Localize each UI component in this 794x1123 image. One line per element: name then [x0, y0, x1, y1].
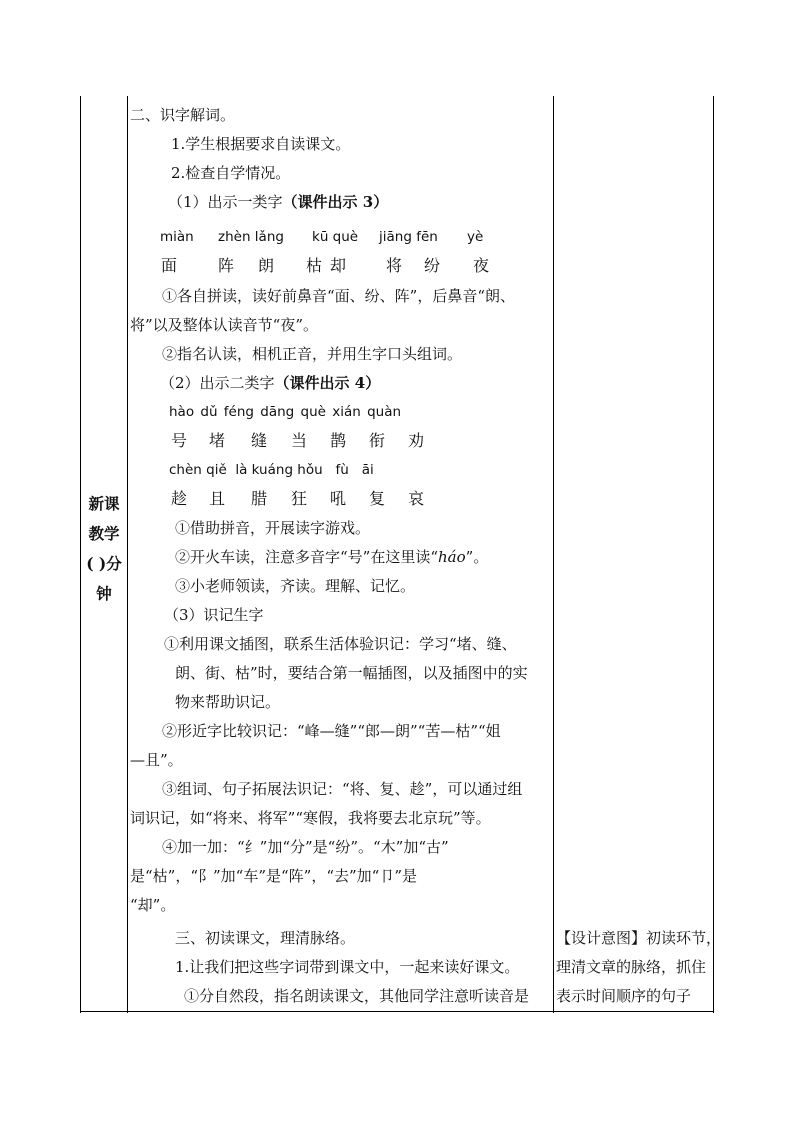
method4-line1: ④加一加：“纟”加“分”是“纷”。“木”加“古”: [162, 838, 449, 856]
group2-note3: ③小老师领读，齐读。理解、记忆。: [175, 577, 416, 595]
group1-note2: ②指名认读，相机正音，并用生字口头组词。: [162, 345, 463, 363]
char-ye: 夜: [473, 256, 490, 275]
design-intent-line2: 理清文章的脉络，抓住: [556, 958, 707, 976]
subsection-2-title: [160, 373, 380, 393]
method1-line1: ①利用课文插图，联系生活体验识记：学习“堵、缝、: [164, 635, 517, 653]
group2-note1: ①借助拼音，开展读字游戏。: [175, 519, 371, 537]
table-divider-2: [553, 96, 554, 1013]
char-hao: 号: [171, 431, 188, 450]
step-1: 1.学生根据要求自读课文。: [171, 135, 351, 153]
char-hou: 吼: [330, 489, 347, 508]
section-label-line: 教学: [88, 524, 120, 543]
char-chen: 趁: [171, 489, 188, 508]
group2-note2-pinyin: háo: [438, 548, 466, 566]
subsection-3-title: （3）识记生字: [164, 606, 264, 624]
method3-line1: ③组词、句子拓展法识记：“将、复、趁”，可以通过组: [162, 780, 523, 798]
char-la: 腊: [251, 489, 268, 508]
char-qie: 且: [209, 489, 226, 508]
method3-line2: 词识记，如“将来、将军”“寒假，我将要去北京玩”等。: [130, 809, 491, 827]
char-jiang: 将: [386, 256, 403, 275]
char-feng: 缝: [251, 431, 268, 450]
pinyin-ku-que: kū què: [312, 229, 359, 245]
section-label-line: ( )分: [86, 554, 122, 573]
section3-step1a: ①分自然段，指名朗读课文，其他同学注意听读音是: [184, 987, 530, 1005]
char-du: 堵: [209, 431, 226, 450]
section-label-line: 钟: [96, 584, 112, 603]
method4-line2: 是“枯”，“阝”加“车”是“阵”，“去”加“卩”是: [130, 867, 418, 885]
char-zhen: 阵: [218, 256, 235, 275]
table-border-right: [713, 96, 714, 1013]
char-kuang: 狂: [291, 489, 308, 508]
char-fu: 复: [369, 489, 386, 508]
pinyin-zhen-lang: zhèn lǎng: [218, 229, 284, 245]
group1-note1-line2: 将”以及整体认读音节“夜”。: [130, 316, 319, 334]
char-mian: 面: [161, 256, 178, 275]
char-lang: 朗: [258, 256, 275, 275]
table-bottom-border: [80, 1011, 714, 1012]
table-border-left: [80, 96, 81, 1013]
group2-note2-post: ”。: [465, 548, 489, 566]
subsection-1-title: [168, 192, 388, 212]
pinyin-mian: miàn: [160, 229, 194, 245]
group2-note2: [175, 547, 488, 567]
slide-ref-4: （课件出示 4）: [274, 374, 381, 392]
design-intent-line3: 表示时间顺序的句子: [556, 987, 692, 1005]
char-fen: 纷: [424, 256, 441, 275]
pinyin-jiang-fen: jiāng fēn: [379, 229, 438, 245]
group2-note2-pre: ②开火车读，注意多音字“号”在这里读“: [175, 548, 439, 566]
char-quan: 劝: [408, 431, 425, 450]
slide-ref-3: （课件出示 3）: [282, 193, 389, 211]
method4-line3: “却”。: [130, 896, 176, 914]
group1-note1-line1: ①各自拼读，读好前鼻音“面、纷、阵”，后鼻音“朗、: [162, 287, 516, 305]
subsection-1-label: （1）出示一类字: [168, 193, 283, 211]
step-2: 2.检查自学情况。: [171, 164, 291, 182]
char-que2: 鹊: [330, 431, 347, 450]
table-divider-1: [127, 96, 128, 1013]
section-label-line: 新课: [88, 494, 120, 513]
section-label: [82, 494, 126, 614]
pinyin-ye: yè: [467, 229, 484, 245]
char-que: 却: [330, 256, 347, 275]
group2-pinyin-row-a: hào dǔ féng dāng què xián quàn: [169, 404, 402, 420]
char-ai: 哀: [408, 489, 425, 508]
design-intent-line1: 【设计意图】初读环节，: [556, 929, 722, 947]
method1-line2: 朗、街、枯”时，要结合第一幅插图，以及插图中的实: [175, 664, 528, 682]
section3-step1: 1.让我们把这些字词带到课文中，一起来读好课文。: [175, 958, 520, 976]
group2-pinyin-row-b: chèn qiě là kuáng hǒu fù āi: [169, 462, 374, 478]
char-dang: 当: [291, 431, 308, 450]
method2-line1: ②形近字比较识记：“峰—缝”“郎—朗”“苦—枯”“姐: [162, 722, 501, 740]
section3-title: 三、初读课文，理清脉络。: [175, 929, 356, 947]
char-ku: 枯: [306, 256, 323, 275]
method1-line3: 物来帮助识记。: [175, 693, 281, 711]
char-xian: 衔: [369, 431, 386, 450]
section2-title: 二、识字解词。: [130, 106, 236, 124]
method2-line2: —且”。: [130, 751, 183, 769]
subsection-2-label: （2）出示二类字: [160, 374, 275, 392]
